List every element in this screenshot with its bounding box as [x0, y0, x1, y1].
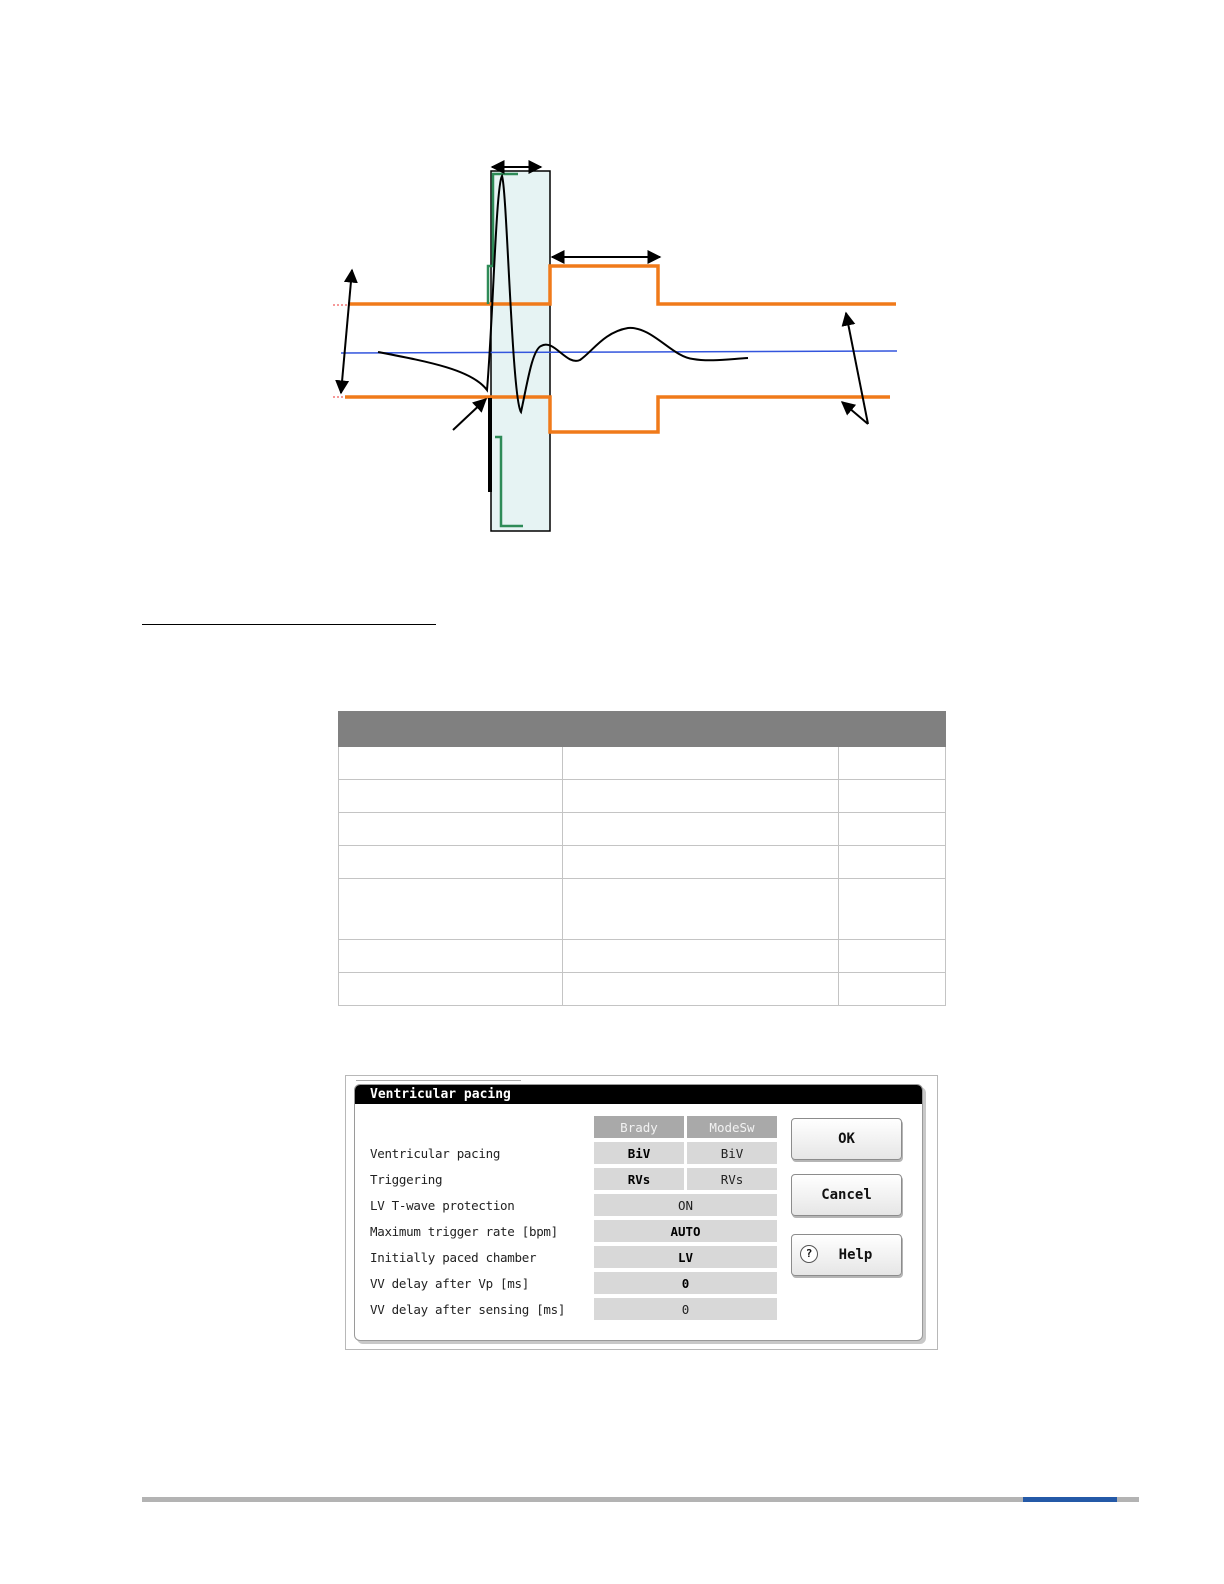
table-row	[339, 747, 946, 780]
lower-threshold	[345, 397, 890, 432]
table-cell	[339, 780, 563, 813]
table-cell	[339, 813, 563, 846]
threshold-range-arrow	[341, 270, 352, 393]
table-cell	[339, 940, 563, 973]
table-cell	[563, 813, 839, 846]
table-cell	[839, 879, 946, 940]
table-header-cell	[563, 712, 839, 747]
max-trigger-rate-label: Maximum trigger rate [bpm]	[370, 1224, 558, 1239]
ventricular-pacing-dialog	[354, 1084, 923, 1341]
table-row	[339, 846, 946, 879]
table-cell	[839, 973, 946, 1006]
column-header-brady: Brady	[594, 1116, 684, 1138]
table-cell	[563, 846, 839, 879]
baseline	[341, 351, 897, 353]
table-cell	[339, 846, 563, 879]
table-row	[339, 879, 946, 940]
footer-accent	[1023, 1497, 1117, 1502]
table-header-row	[339, 712, 946, 747]
table-row	[339, 813, 946, 846]
table-row	[339, 973, 946, 1006]
spike-pointer-arrow	[453, 399, 486, 430]
table-cell	[839, 780, 946, 813]
table-header-cell	[839, 712, 946, 747]
vv-delay-sensing-field[interactable]: 0	[594, 1298, 777, 1320]
max-trigger-rate-field[interactable]: AUTO	[594, 1220, 777, 1242]
triggering-label: Triggering	[370, 1172, 443, 1187]
table-cell	[839, 846, 946, 879]
section-heading-rule	[142, 624, 436, 625]
triggering-brady-field[interactable]: RVs	[594, 1168, 684, 1190]
ecg-signal	[378, 176, 748, 412]
vv-delay-sensing-label: VV delay after sensing [ms]	[370, 1302, 566, 1317]
ventricular-pacing-modesw-field[interactable]: BiV	[687, 1142, 777, 1164]
vv-delay-vp-label: VV delay after Vp [ms]	[370, 1276, 529, 1291]
footer-bar	[142, 1497, 1139, 1502]
initially-paced-chamber-label: Initially paced chamber	[370, 1250, 537, 1265]
help-button[interactable]	[791, 1234, 902, 1276]
lv-twave-protection-label: LV T-wave protection	[370, 1198, 515, 1213]
dialog-title: Ventricular pacing	[355, 1085, 922, 1104]
initially-paced-chamber-field[interactable]: LV	[594, 1246, 777, 1268]
table-row	[339, 940, 946, 973]
ok-button[interactable]: OK	[791, 1118, 902, 1160]
ventricular-pacing-brady-field[interactable]: BiV	[594, 1142, 684, 1164]
cancel-button[interactable]: Cancel	[791, 1174, 902, 1216]
triggering-modesw-field[interactable]: RVs	[687, 1168, 777, 1190]
sensing-diagram	[0, 0, 1224, 600]
table-cell	[839, 940, 946, 973]
help-button-label: Help	[838, 1247, 873, 1263]
table-cell	[339, 973, 563, 1006]
table-cell	[563, 747, 839, 780]
table-cell	[563, 973, 839, 1006]
column-header-modesw: ModeSw	[687, 1116, 777, 1138]
table-row	[339, 780, 946, 813]
table-cell	[563, 879, 839, 940]
parameter-table	[338, 711, 946, 1006]
table-cell	[563, 780, 839, 813]
table-cell	[839, 747, 946, 780]
table-header-cell	[339, 712, 563, 747]
table-cell	[839, 813, 946, 846]
lv-twave-protection-field[interactable]: ON	[594, 1194, 777, 1216]
table-cell	[339, 879, 563, 940]
help-icon: ?	[800, 1245, 818, 1263]
vv-delay-vp-field[interactable]: 0	[594, 1272, 777, 1294]
table-cell	[339, 747, 563, 780]
table-cell	[563, 940, 839, 973]
ventricular-pacing-label: Ventricular pacing	[370, 1146, 501, 1161]
upper-threshold	[348, 266, 896, 304]
